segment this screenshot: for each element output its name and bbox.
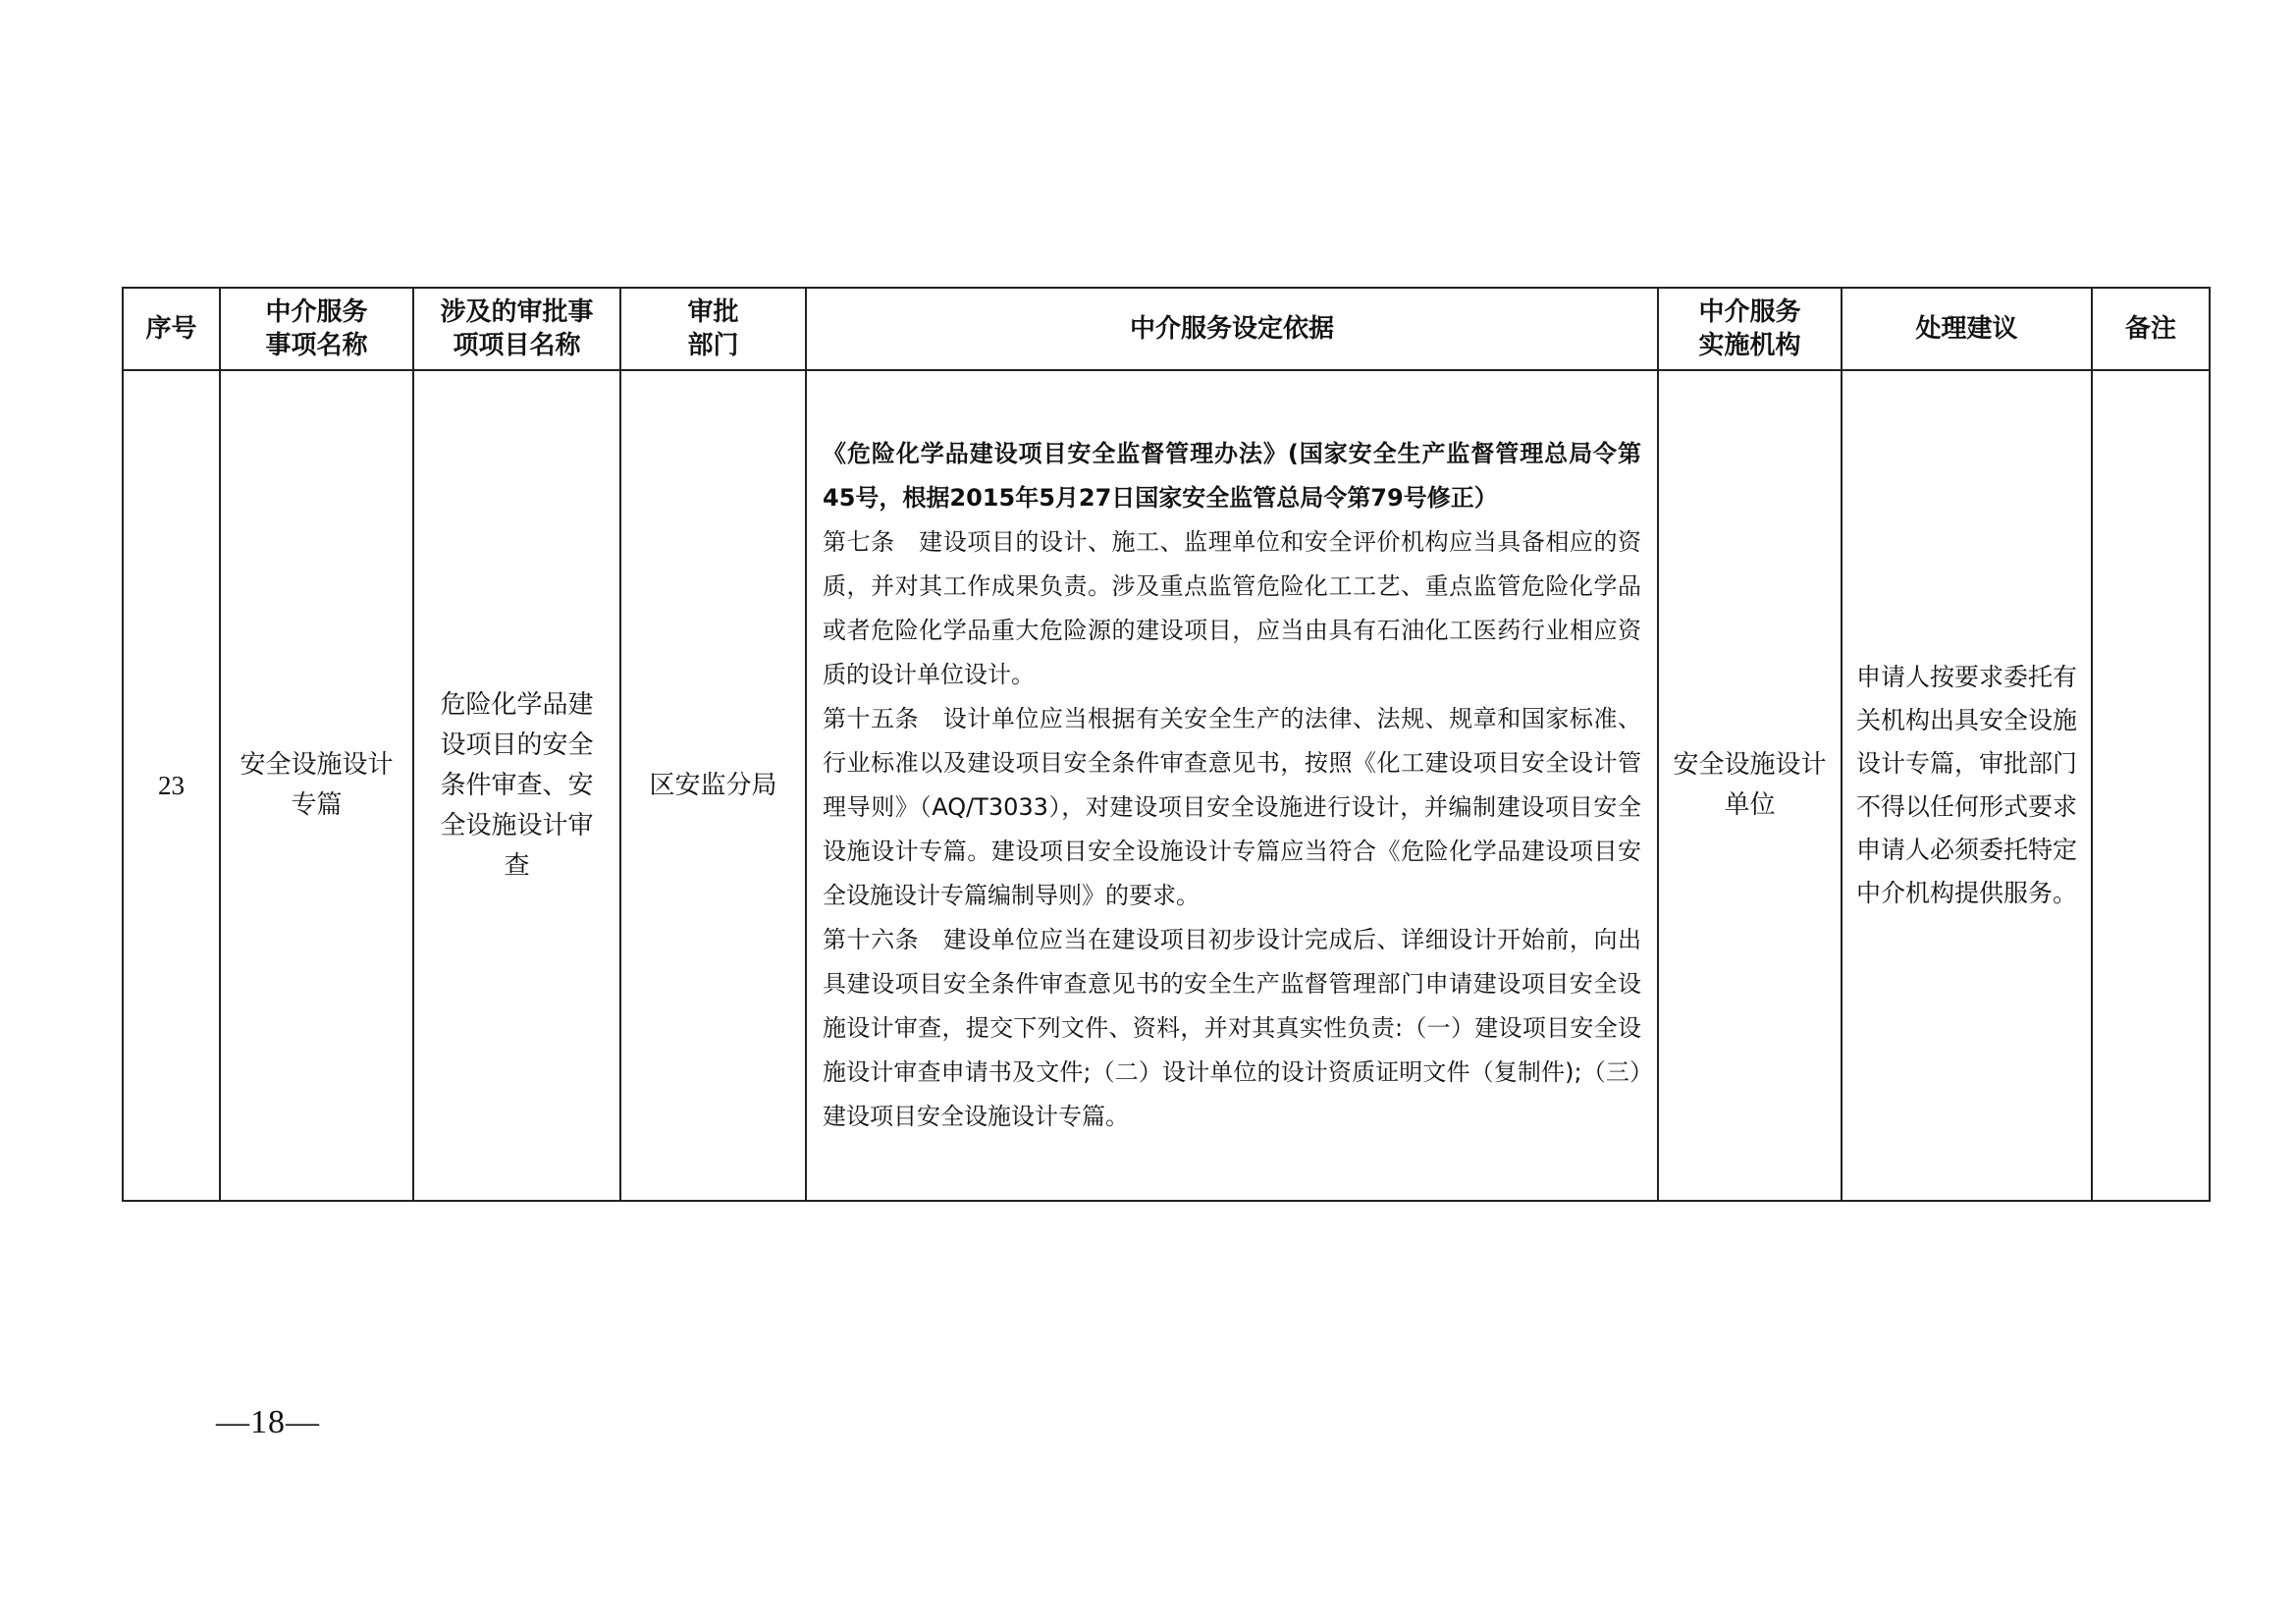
header-seq <box>123 288 220 370</box>
basis-article-15: 第十五条 设计单位应当根据有关安全生产的法律、法规、规章和国家标准、行业标准以及建设项目安全条件审查意见书，按照《化工建设项目安全设计管理导则》（AQ/T3033），对建设项目安全设施进行设计，并编制建设项目安全设施设计专篇。建设项目安全设施设计专篇应当符合《危险化学品建设项目安全设施设计专篇编制导则》的要求。 <box>823 705 1641 909</box>
row-suggestion-cell <box>1842 370 2092 1201</box>
header-approval-item <box>413 288 620 370</box>
header-remarks-text: 备注 <box>2124 314 2176 344</box>
header-agency <box>1658 288 1842 370</box>
row-service-name-cell <box>220 370 413 1201</box>
row-seq-cell <box>123 370 220 1201</box>
header-service-name-line2: 事项名称 <box>265 331 368 360</box>
header-basis-text: 中介服务设定依据 <box>1129 314 1334 344</box>
header-dept <box>620 288 806 370</box>
row-dept-cell <box>620 370 806 1201</box>
basis-article-16: 第十六条 建设单位应当在建设项目初步设计完成后、详细设计开始前，向出具建设项目安全条件审查意见书的安全生产监督管理部门申请建设项目安全设施设计审查，提交下列文件、资料，并对其真实性负责:（一）建设项目安全设施设计审查申请书及文件;（二）设计单位的设计资质证明文件（复制件);（三）建设项目安全设施设计专篇。 <box>823 926 1641 1130</box>
row-service-name: 安全设施设计专篇 <box>240 750 394 820</box>
basis-regulation-title: 《危险化学品建设项目安全监督管理办法》(国家安全生产监督管理总局令第45号，根据2015年5月27日国家安全监管总局令第79号修正） <box>823 440 1641 512</box>
row-remarks-cell <box>2092 370 2210 1201</box>
intermediary-service-table <box>122 287 2211 1202</box>
header-suggestion <box>1842 288 2092 370</box>
row-suggestion: 申请人按要求委托有关机构出具安全设施设计专篇，审批部门不得以任何形式要求申请人必须委托特定中介机构提供服务。 <box>1856 663 2078 907</box>
header-approval-item-line2: 项项目名称 <box>453 331 581 360</box>
row-seq: 23 <box>158 770 185 800</box>
header-approval-item-line1: 涉及的审批事 <box>440 298 594 327</box>
header-agency-line1: 中介服务 <box>1698 298 1801 327</box>
table-header-row <box>123 288 2210 370</box>
row-agency: 安全设施设计单位 <box>1673 750 1827 820</box>
basis-article-7: 第七条 建设项目的设计、施工、监理单位和安全评价机构应当具备相应的资质，并对其工作成果负责。涉及重点监管危险化工工艺、重点监管危险化学品或者危险化学品重大危险源的建设项目，应当由具有石油化工医药行业相应资质的设计单位设计。 <box>823 528 1641 688</box>
header-service-name <box>220 288 413 370</box>
row-approval-item: 危险化学品建设项目的安全条件审查、安全设施设计审查 <box>440 689 594 881</box>
header-basis <box>806 288 1658 370</box>
basis-text-block <box>823 432 1641 1139</box>
row-approval-item-cell <box>413 370 620 1201</box>
row-basis-cell <box>806 370 1658 1201</box>
header-dept-line2: 部门 <box>687 331 739 360</box>
header-remarks <box>2092 288 2210 370</box>
header-dept-line1: 审批 <box>687 298 739 327</box>
header-suggestion-text: 处理建议 <box>1915 314 2018 344</box>
header-service-name-line1: 中介服务 <box>265 298 368 327</box>
page-number: —18— <box>216 1404 320 1440</box>
table-row <box>123 370 2210 1201</box>
row-dept: 区安监分局 <box>649 770 777 800</box>
header-seq-text: 序号 <box>145 314 197 344</box>
header-agency-line2: 实施机构 <box>1698 331 1801 360</box>
row-agency-cell <box>1658 370 1842 1201</box>
